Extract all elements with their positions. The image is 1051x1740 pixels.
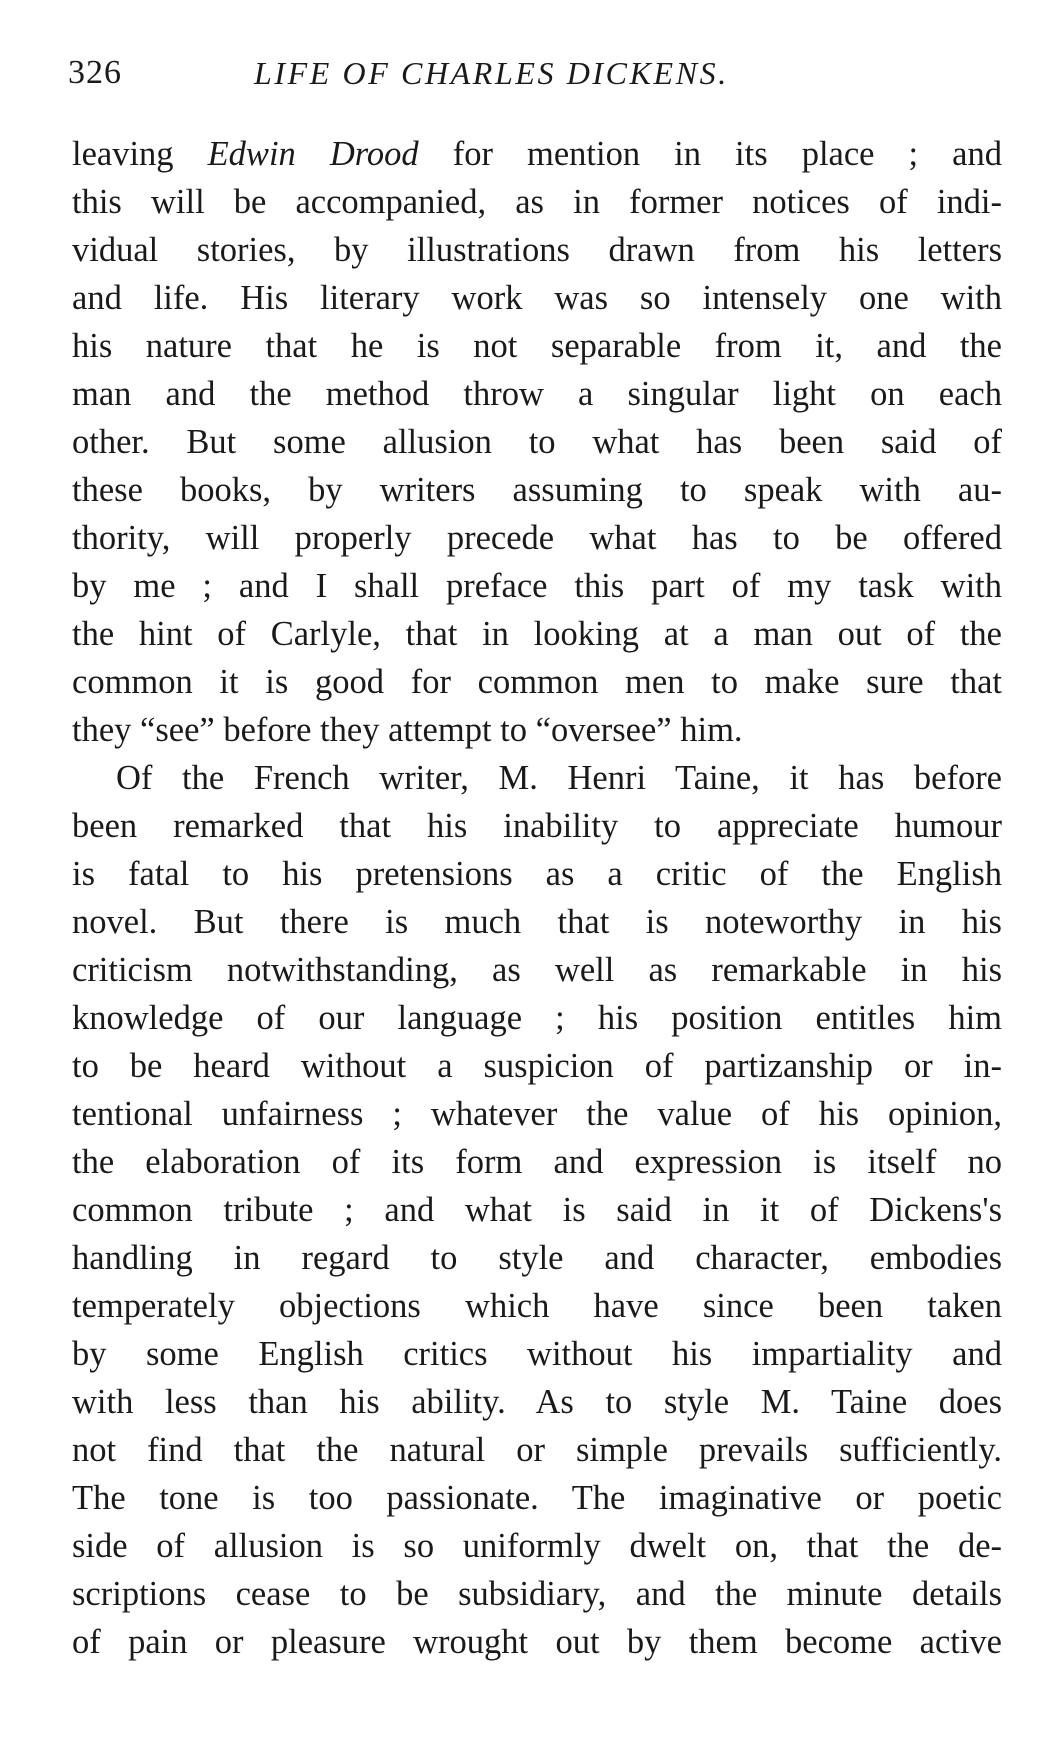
text-line: his nature that he is not separable from it, and the (72, 327, 1002, 365)
page-number: 326 (68, 54, 122, 91)
text-line: other. But some allusion to what has been said of (72, 423, 1002, 461)
text-line: vidual stories, by illustrations drawn from his letters (72, 231, 1002, 269)
text-line: this will be accompanied, as in former notices of indi- (72, 183, 1002, 221)
text-line: these books, by writers assuming to speak with au- (72, 471, 1002, 509)
text-line: been remarked that his inability to appreciate humour (72, 807, 1002, 845)
text-line: scriptions cease to be subsidiary, and the minute details (72, 1575, 1002, 1613)
text-line: common it is good for common men to make sure that (72, 663, 1002, 701)
text-line: to be heard without a suspicion of partizanship or in- (72, 1047, 1002, 1085)
text-line: and life. His literary work was so intensely one with (72, 279, 1002, 317)
text-line: with less than his ability. As to style M. Taine does (72, 1383, 1002, 1421)
text-line (72, 130, 1002, 178)
text-line: knowledge of our language ; his position entitles him (72, 999, 1002, 1037)
text-segment: for mention in its place ; and (418, 135, 1002, 173)
text-line: thority, will properly precede what has to be offered (72, 519, 1002, 557)
paragraph-end-line: they “see” before they attempt to “oversee” him. (72, 711, 743, 749)
text-line: of pain or pleasure wrought out by them become active (72, 1623, 1002, 1661)
text-line: handling in regard to style and character, embodies (72, 1239, 1002, 1277)
running-head (68, 50, 1003, 96)
text-line: temperately objections which have since been taken (72, 1287, 1002, 1325)
text-line: by some English critics without his impartiality and (72, 1335, 1002, 1373)
paragraph-start-line: Of the French writer, M. Henri Taine, it has before (116, 759, 1002, 797)
running-title: LIFE OF CHARLES DICKENS. (254, 55, 729, 91)
text-line: criticism notwithstanding, as well as remarkable in his (72, 951, 1002, 989)
text-line: side of allusion is so uniformly dwelt on, that the de- (72, 1527, 1002, 1565)
text-line: tentional unfairness ; whatever the value of his opinion, (72, 1095, 1002, 1133)
body-text (72, 130, 1002, 1666)
text-line: novel. But there is much that is noteworthy in his (72, 903, 1002, 941)
text-segment: leaving (72, 135, 208, 173)
text-line: The tone is too passionate. The imaginative or poetic (72, 1479, 1002, 1517)
text-line: not find that the natural or simple prevails sufficiently. (72, 1431, 1002, 1469)
text-line: is fatal to his pretensions as a critic of the English (72, 855, 1002, 893)
text-line: the hint of Carlyle, that in looking at a man out of the (72, 615, 1002, 653)
text-line: the elaboration of its form and expression is itself no (72, 1143, 1002, 1181)
book-title-italic: Edwin Drood (207, 135, 419, 173)
text-line: man and the method throw a singular light on each (72, 375, 1002, 413)
text-line: common tribute ; and what is said in it of Dickens's (72, 1191, 1002, 1229)
text-line: by me ; and I shall preface this part of my task with (72, 567, 1002, 605)
